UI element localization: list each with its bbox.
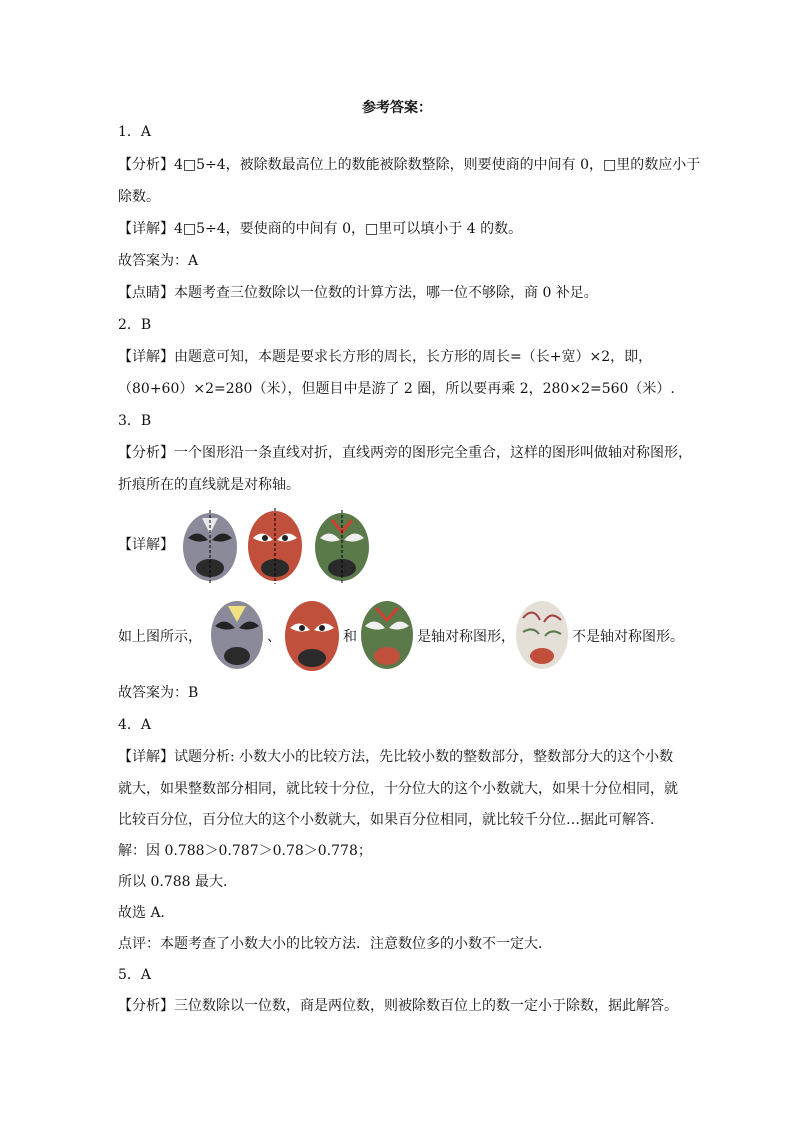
q4-so: 所以 0.788 最大．: [118, 874, 237, 890]
q3-separator-1: 、: [267, 629, 281, 645]
q1-detail: 【详解】4□5÷4，要使商的中间有 0，□里可以填小于 4 的数。: [118, 221, 523, 237]
q4-comment: 点评：本题考查了小数大小的比较方法．注意数位多的小数不一定大．: [118, 936, 552, 952]
q4-solve: 解：因 0.788＞0.787＞0.78＞0.778；: [118, 843, 372, 859]
q3-shown-prefix: 如上图所示，: [118, 629, 202, 645]
mask-image-5: [282, 598, 342, 674]
mask-image-2: [245, 508, 305, 584]
q3-separator-2: 和: [343, 629, 357, 645]
q3-analysis: 【分析】一个图形沿一条直线对折，直线两旁的图形完全重合，这样的图形叫做轴对称图形，: [118, 445, 692, 461]
q1-analysis-cont: 除数。: [118, 189, 160, 205]
mask-image-4: [208, 598, 266, 672]
q3-is-symmetric: 是轴对称图形，: [417, 629, 515, 645]
q1-answer: 故答案为：A: [118, 253, 199, 269]
q4-detail-cont-1: 就大，如果整数部分相同，就比较十分位，十分位大的这个小数就大，如果十分位相同，就: [118, 781, 678, 797]
q1-analysis: 【分析】4□5÷4，被除数最高位上的数能被除数整除，则要使商的中间有 0，□里的数应小于: [118, 157, 701, 173]
q3-detail-label: 【详解】: [118, 537, 174, 553]
q4-choose: 故选 A．: [118, 905, 175, 921]
q2-number: 2．B: [118, 317, 152, 333]
q1-number: 1．A: [118, 124, 152, 140]
q5-analysis: 【分析】三位数除以一位数，商是两位数，则被除数百位上的数一定小于除数，据此解答。: [118, 998, 678, 1014]
q4-detail: 【详解】试题分析: 小数大小的比较方法，先比较小数的整数部分，整数部分大的这个小数: [118, 749, 674, 765]
mask-image-1: [180, 510, 240, 584]
q3-not-symmetric: 不是轴对称图形。: [572, 629, 684, 645]
q2-detail-cont: （80+60）×2=280（米），但题目中是游了 2 圈，所以要再乘 2，280×2=560（米）.: [118, 381, 675, 397]
mask-image-6: [358, 598, 416, 672]
mask-image-7: [513, 598, 571, 672]
q4-number: 4．A: [118, 717, 152, 733]
q3-number: 3．B: [118, 413, 152, 429]
page-title: 参考答案：: [362, 100, 432, 116]
q3-answer: 故答案为：B: [118, 685, 199, 701]
mask-image-3: [312, 510, 372, 584]
q3-analysis-cont: 折痕所在的直线就是对称轴。: [118, 477, 300, 493]
q2-detail: 【详解】由题意可知，本题是要求长方形的周长，长方形的周长=（长+宽）×2，即，: [118, 349, 653, 365]
q5-number: 5．A: [118, 967, 152, 983]
q4-detail-cont-2: 比较百分位，百分位大的这个小数就大，如果百分位相同，就比较千分位…据此可解答．: [118, 812, 664, 828]
q1-comment: 【点睛】本题考查三位数除以一位数的计算方法，哪一位不够除，商 0 补足。: [118, 285, 598, 301]
